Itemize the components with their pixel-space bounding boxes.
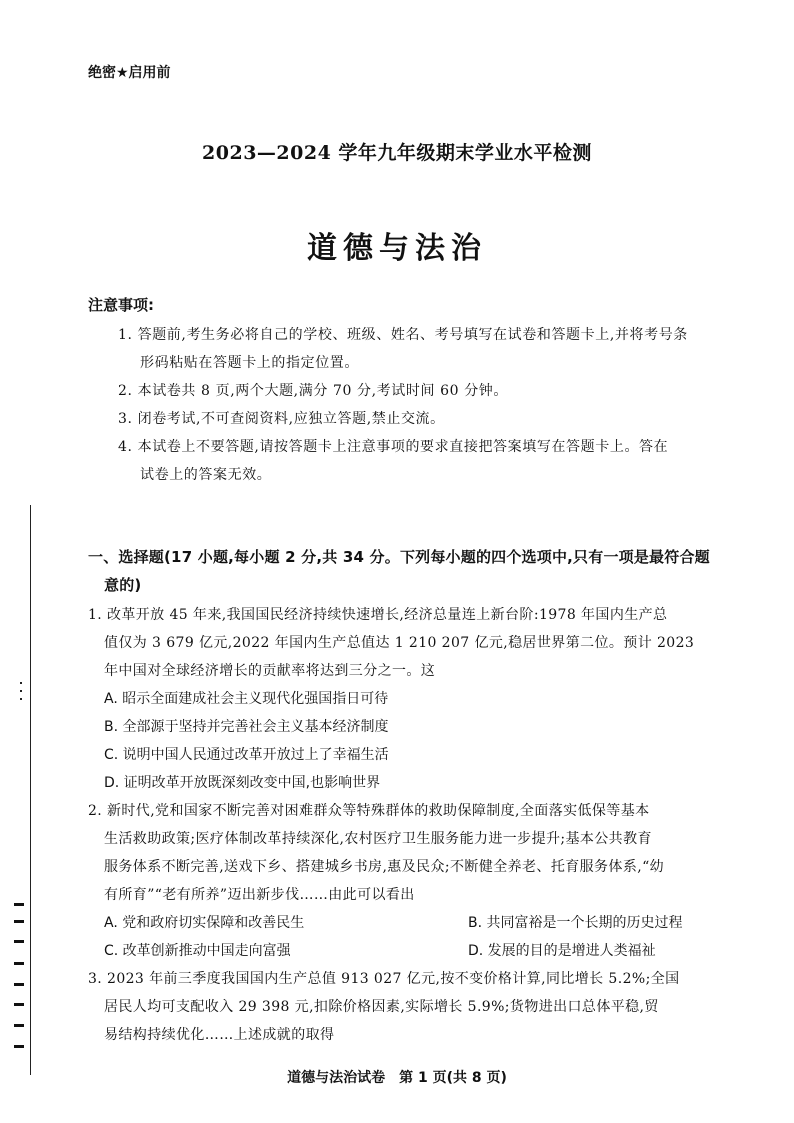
section-heading: 意的) (104, 576, 142, 594)
option-b: B. 共同富裕是一个长期的历史过程 (468, 915, 683, 931)
binding-mark (14, 1003, 24, 1006)
notice-item: 4. 本试卷上不要答题,请按答题卡上注意事项的要求直接把答案填写在答题卡上。答在 (118, 439, 669, 455)
notice-item: 1. 答题前,考生务必将自己的学校、班级、姓名、考号填写在试卷和答题卡上,并将考号条 (118, 327, 688, 343)
binding-mark (14, 1024, 24, 1027)
question-text: 1. 改革开放 45 年来,我国国民经济持续快速增长,经济总量连上新台阶:1978 年国内生产总 (88, 607, 668, 623)
question-text: 2. 新时代,党和国家不断完善对困难群众等特殊群体的救助保障制度,全面落实低保等基本 (88, 803, 650, 819)
page-footer: 道德与法治试卷 第 1 页(共 8 页) (287, 1070, 507, 1086)
question-text: 服务体系不断完善,送戏下乡、搭建城乡书房,惠及民众;不断健全养老、托育服务体系,“幼 (104, 859, 665, 875)
option-b: B. 全部源于坚持并完善社会主义基本经济制度 (104, 719, 389, 735)
notice-heading: 注意事项: (88, 296, 154, 314)
question-text: 值仅为 3 679 亿元,2022 年国内生产总值达 1 210 207 亿元,稳居世界第二位。预计 2023 (104, 635, 695, 651)
exam-title: 2023—2024 学年九年级期末学业水平检测 (202, 142, 592, 164)
question-text: 年中国对全球经济增长的贡献率将达到三分之一。这 (104, 663, 436, 679)
notice-item: 试卷上的答案无效。 (140, 467, 272, 483)
binding-mark (14, 920, 24, 923)
question-text: 生活救助政策;医疗体制改革持续深化,农村医疗卫生服务能力进一步提升;基本公共教育 (104, 831, 652, 847)
binding-dot (20, 682, 22, 684)
secret-mark: 绝密★启用前 (88, 65, 171, 81)
binding-mark (14, 1045, 24, 1048)
notice-item: 3. 闭卷考试,不可查阅资料,应独立答题,禁止交流。 (118, 411, 445, 427)
binding-dot (20, 698, 22, 700)
binding-mark (14, 903, 24, 906)
binding-dot (20, 690, 22, 692)
section-heading: 一、选择题(17 小题,每小题 2 分,共 34 分。下列每小题的四个选项中,只有一项是最符合题 (88, 548, 710, 566)
option-c: C. 说明中国人民通过改革开放过上了幸福生活 (104, 747, 389, 763)
notice-item: 2. 本试卷共 8 页,两个大题,满分 70 分,考试时间 60 分钟。 (118, 383, 508, 399)
option-d: D. 发展的目的是增进人类福祉 (468, 943, 656, 959)
option-d: D. 证明改革开放既深刻改变中国,也影响世界 (104, 775, 381, 791)
question-text: 易结构持续优化……上述成就的取得 (104, 1027, 335, 1043)
question-text: 居民人均可支配收入 29 398 元,扣除价格因素,实际增长 5.9%;货物进出口总体平稳,贸 (104, 999, 659, 1015)
question-text: 3. 2023 年前三季度我国国内生产总值 913 027 亿元,按不变价格计算,同比增长 5.2%;全国 (88, 971, 680, 987)
option-a: A. 昭示全面建成社会主义现代化强国指日可待 (104, 691, 389, 707)
option-c: C. 改革创新推动中国走向富强 (104, 943, 291, 959)
binding-mark (14, 940, 24, 943)
subject-title: 道德与法治 (307, 231, 487, 266)
notice-item: 形码粘贴在答题卡上的指定位置。 (140, 355, 359, 371)
binding-mark (14, 962, 24, 965)
question-text: 有所育”“老有所养”迈出新步伐……由此可以看出 (104, 887, 415, 903)
binding-line (30, 505, 31, 1075)
option-a: A. 党和政府切实保障和改善民生 (104, 915, 305, 931)
binding-mark (14, 983, 24, 986)
